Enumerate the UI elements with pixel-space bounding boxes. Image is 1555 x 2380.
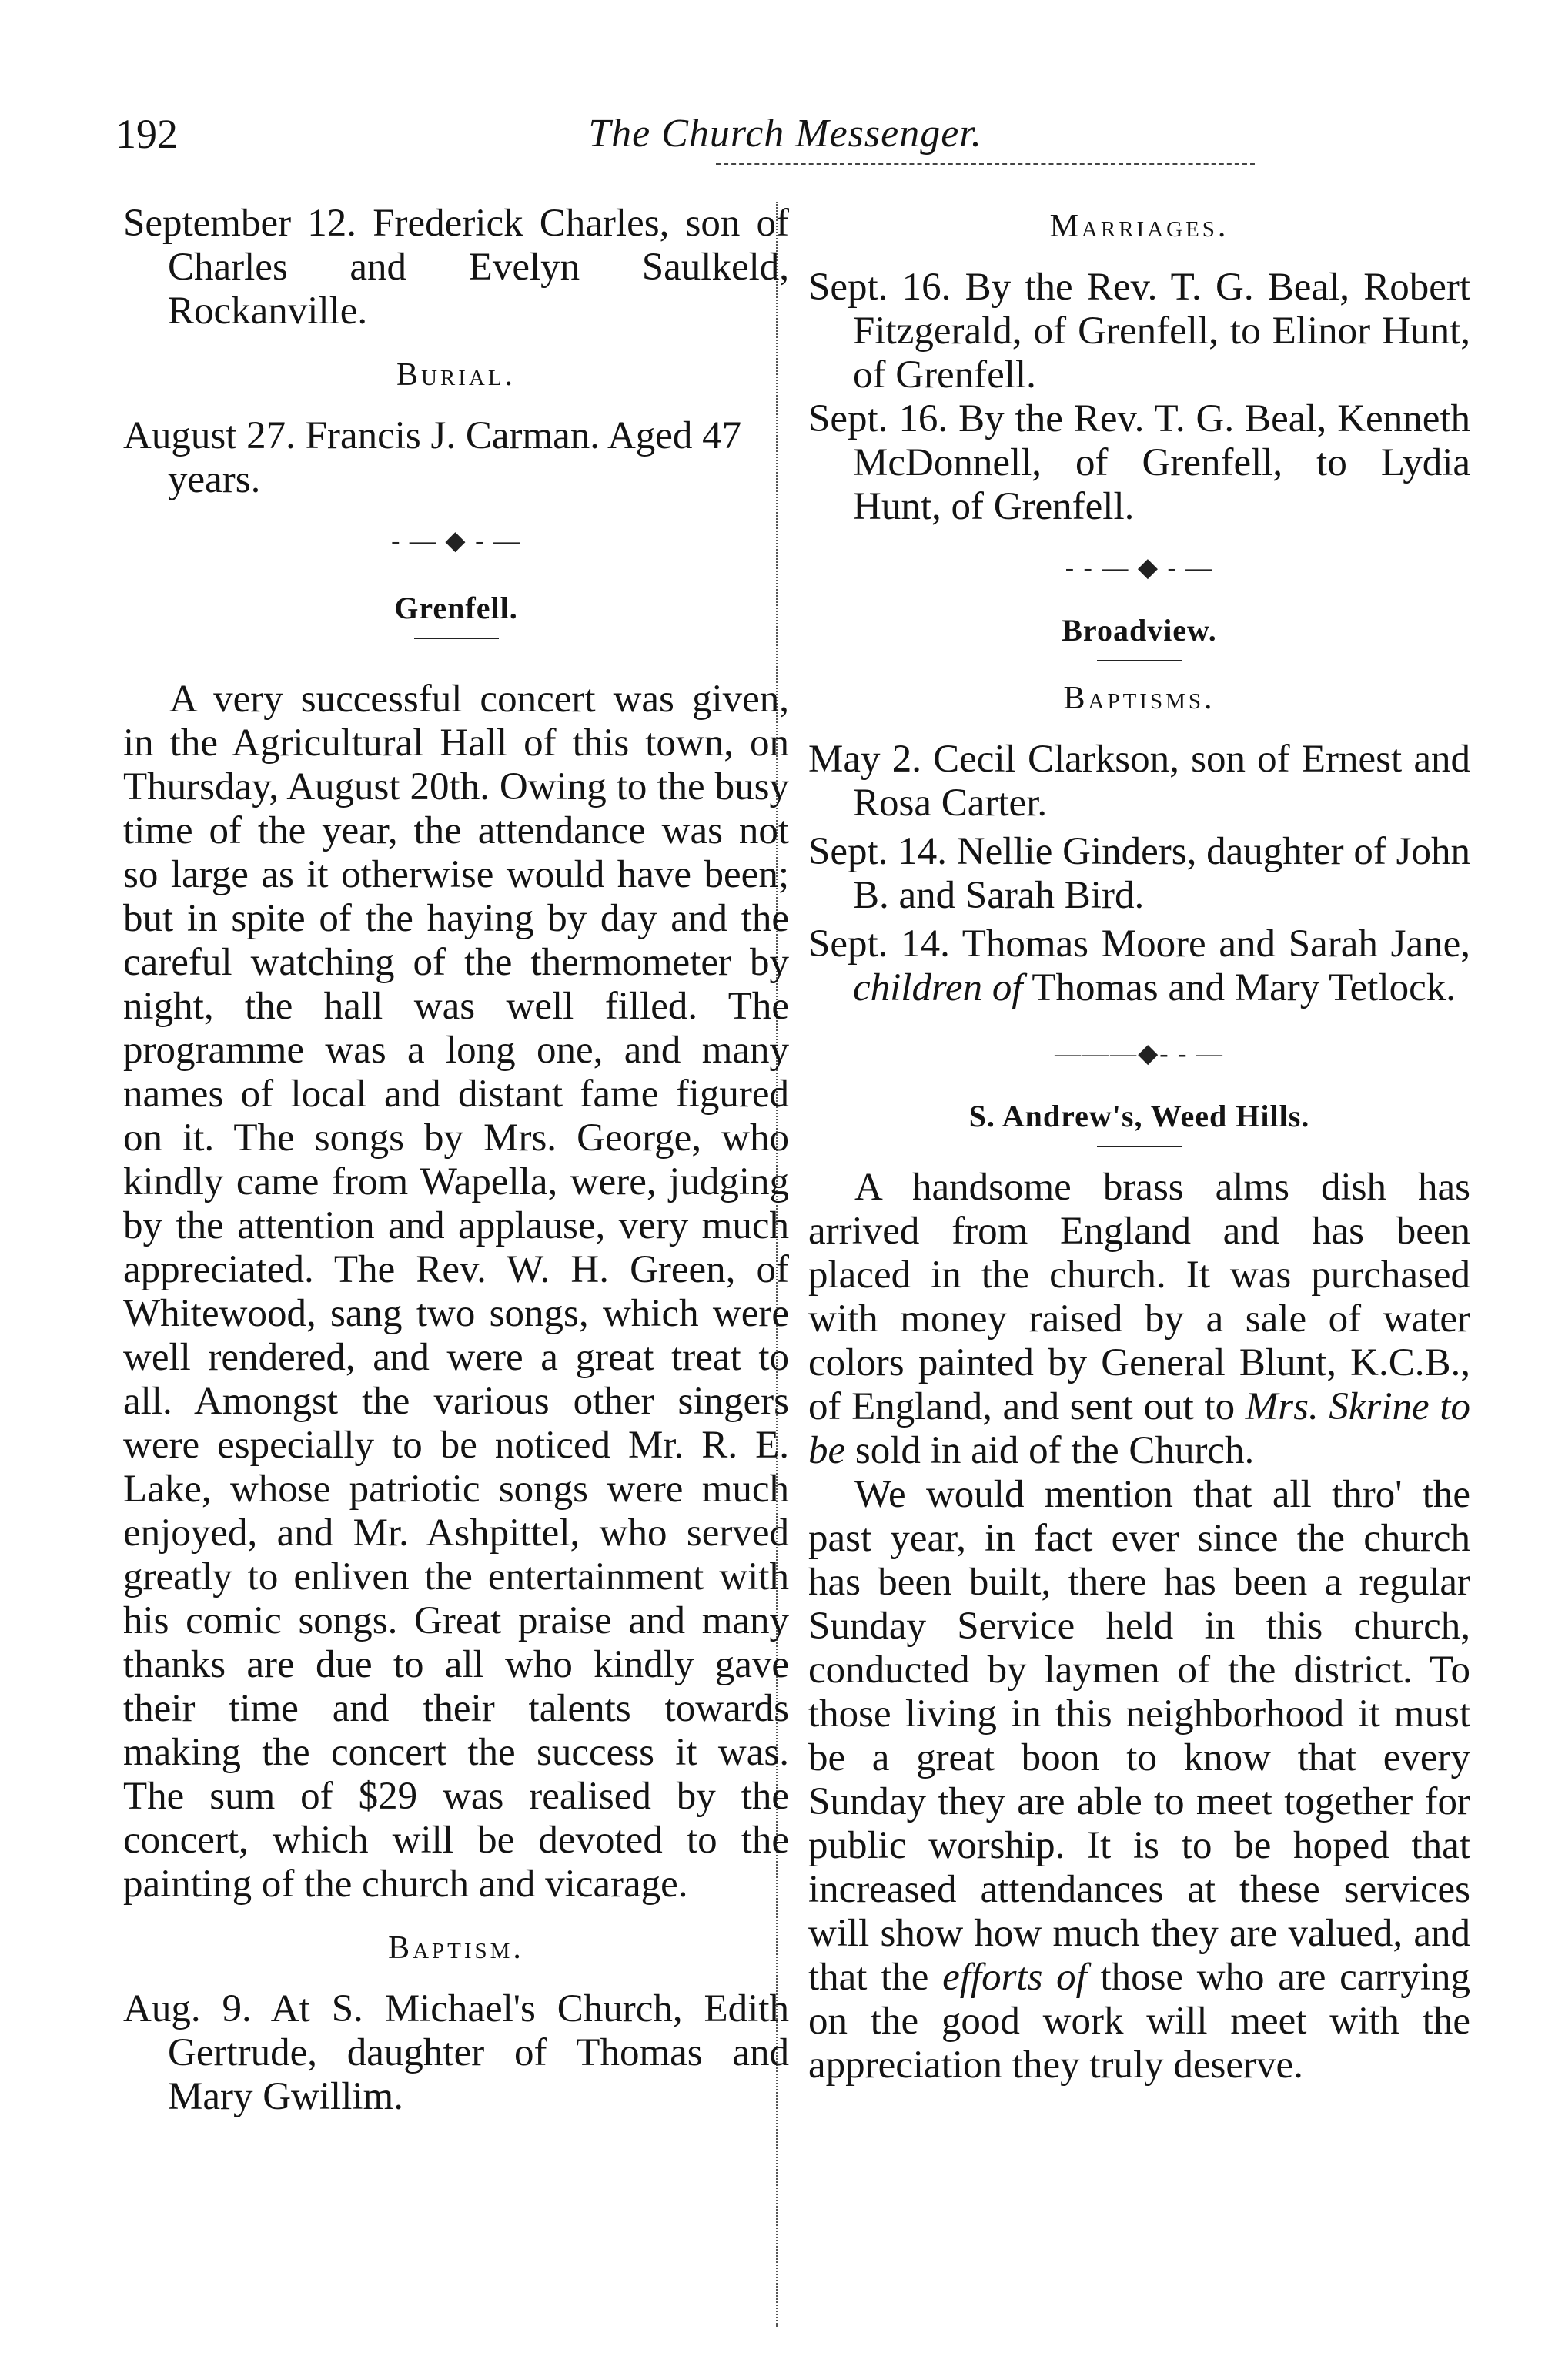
marriage-record-mcdonnell: Sept. 16. By the Rev. T. G. Beal, Kenneth McDonnell, of Grenfell, to Lydia Hunt, of Grenfell.: [808, 397, 1470, 528]
left-column: [123, 202, 789, 2119]
burial-heading: Burial.: [396, 357, 517, 393]
baptism-heading: Baptism.: [388, 1930, 524, 1966]
right-column: [808, 202, 1470, 2087]
marriage-record-fitzgerald: Sept. 16. By the Rev. T. G. Beal, Robert Fitzgerald, of Grenfell, to Elinor Hunt, of Grenfell.: [808, 266, 1470, 397]
heading-rule: [1097, 1146, 1182, 1147]
marriages-heading: Marriages.: [1049, 209, 1229, 244]
baptism-record-carter: May 2. Cecil Clarkson, son of Ernest and Rosa Carter.: [808, 738, 1470, 825]
baptisms-heading: Baptisms.: [1063, 681, 1216, 716]
heading-rule: [1097, 660, 1182, 661]
running-title: The Church Messenger.: [588, 112, 982, 156]
alms-dish-italic: Mrs. Skrine to be: [808, 1385, 1470, 1472]
alms-dish-paragraph: [808, 1166, 1470, 1473]
baptism-tetlock-text-end: Thomas and Mary Tetlock.: [1022, 966, 1456, 1009]
ornament-divider: - — ◆ - —: [391, 527, 521, 555]
sunday-service-paragraph: [808, 1473, 1470, 2087]
baptism-tetlock-italic: children of: [853, 966, 1023, 1009]
sunday-service-text: We would mention that all thro' the past year, in fact ever since the church has been built, there has been a regular Sunday Service held in this church, conducted by laymen of the district. To those living in this neighborhood it must be a great boon to know that every Sunday they are able to meet together for public worship. It is to be hoped that increased attendances at these services will show how much they are valued, and that the: [808, 1473, 1470, 1999]
heading-rule: [414, 638, 499, 639]
sunday-service-text-end: those who are carrying on the good work will meet with the appreciation they truly deserve.: [808, 1956, 1471, 2087]
broadview-heading: Broadview.: [1062, 613, 1217, 648]
ornament-divider: - - — ◆ - —: [1065, 554, 1214, 582]
page-header: [115, 109, 1455, 163]
sunday-service-italic: efforts of: [942, 1956, 1087, 1999]
page-number: 192: [115, 111, 178, 157]
burial-record-carman: August 27. Francis J. Carman. Aged 47 years.: [123, 414, 742, 501]
grenfell-concert-paragraph: A very successful concert was given, in the Agricultural Hall of this town, on Thursday, August 20th. Owing to the busy time of the year, the attendance was not so large as it otherwise would have been; but in spite of the haying by day and the careful watching of the thermometer by night, the hall was well filled. The programme was a long one, and many names of local and distant fame figured on it. The songs by Mrs. George, who kindly came from Wapella, were, judging by the attention and applause, very much appreciated. The Rev. W. H. Green, of Whitewood, sang two songs, which were well rendered, and were a great treat to all. Amongst the various other singers were especially to be noticed Mr. R. E. Lake, whose patriotic songs were much enjoyed, and Mr. Ashpittel, who served greatly to enliven the entertainment with his comic songs. Great praise and many thanks are due to all who kindly gave their time and their talents towards making the concert the success it was. The sum of $29 was realised by the concert, which will be devoted to the painting of the church and vicarage.: [123, 678, 789, 1906]
alms-dish-text: A handsome brass alms dish has arrived from England and has been placed in the church. It was purchased with money raised by a sale of water colors painted by General Blunt, K.C.B., of England, and sent out to: [808, 1166, 1470, 1428]
ornament-divider: ———◆- - —: [1055, 1039, 1224, 1068]
alms-dish-text-end: sold in aid of the Church.: [845, 1429, 1255, 1472]
header-rule: [716, 163, 1255, 165]
baptism-record-bird: Sept. 14. Nellie Ginders, daughter of John B. and Sarah Bird.: [808, 830, 1470, 917]
weed-hills-heading: S. Andrew's, Weed Hills.: [968, 1099, 1310, 1133]
baptism-record-gwillim: Aug. 9. At S. Michael's Church, Edith Gertrude, daughter of Thomas and Mary Gwillim.: [123, 1987, 789, 2118]
grenfell-heading: Grenfell.: [394, 591, 518, 625]
baptism-record-saulkeld: September 12. Frederick Charles, son of Charles and Evelyn Saulkeld, Rockanville.: [123, 202, 789, 333]
baptism-record-tetlock: [808, 922, 1470, 1010]
baptism-tetlock-text: Sept. 14. Thomas Moore and Sarah Jane,: [808, 922, 1470, 966]
